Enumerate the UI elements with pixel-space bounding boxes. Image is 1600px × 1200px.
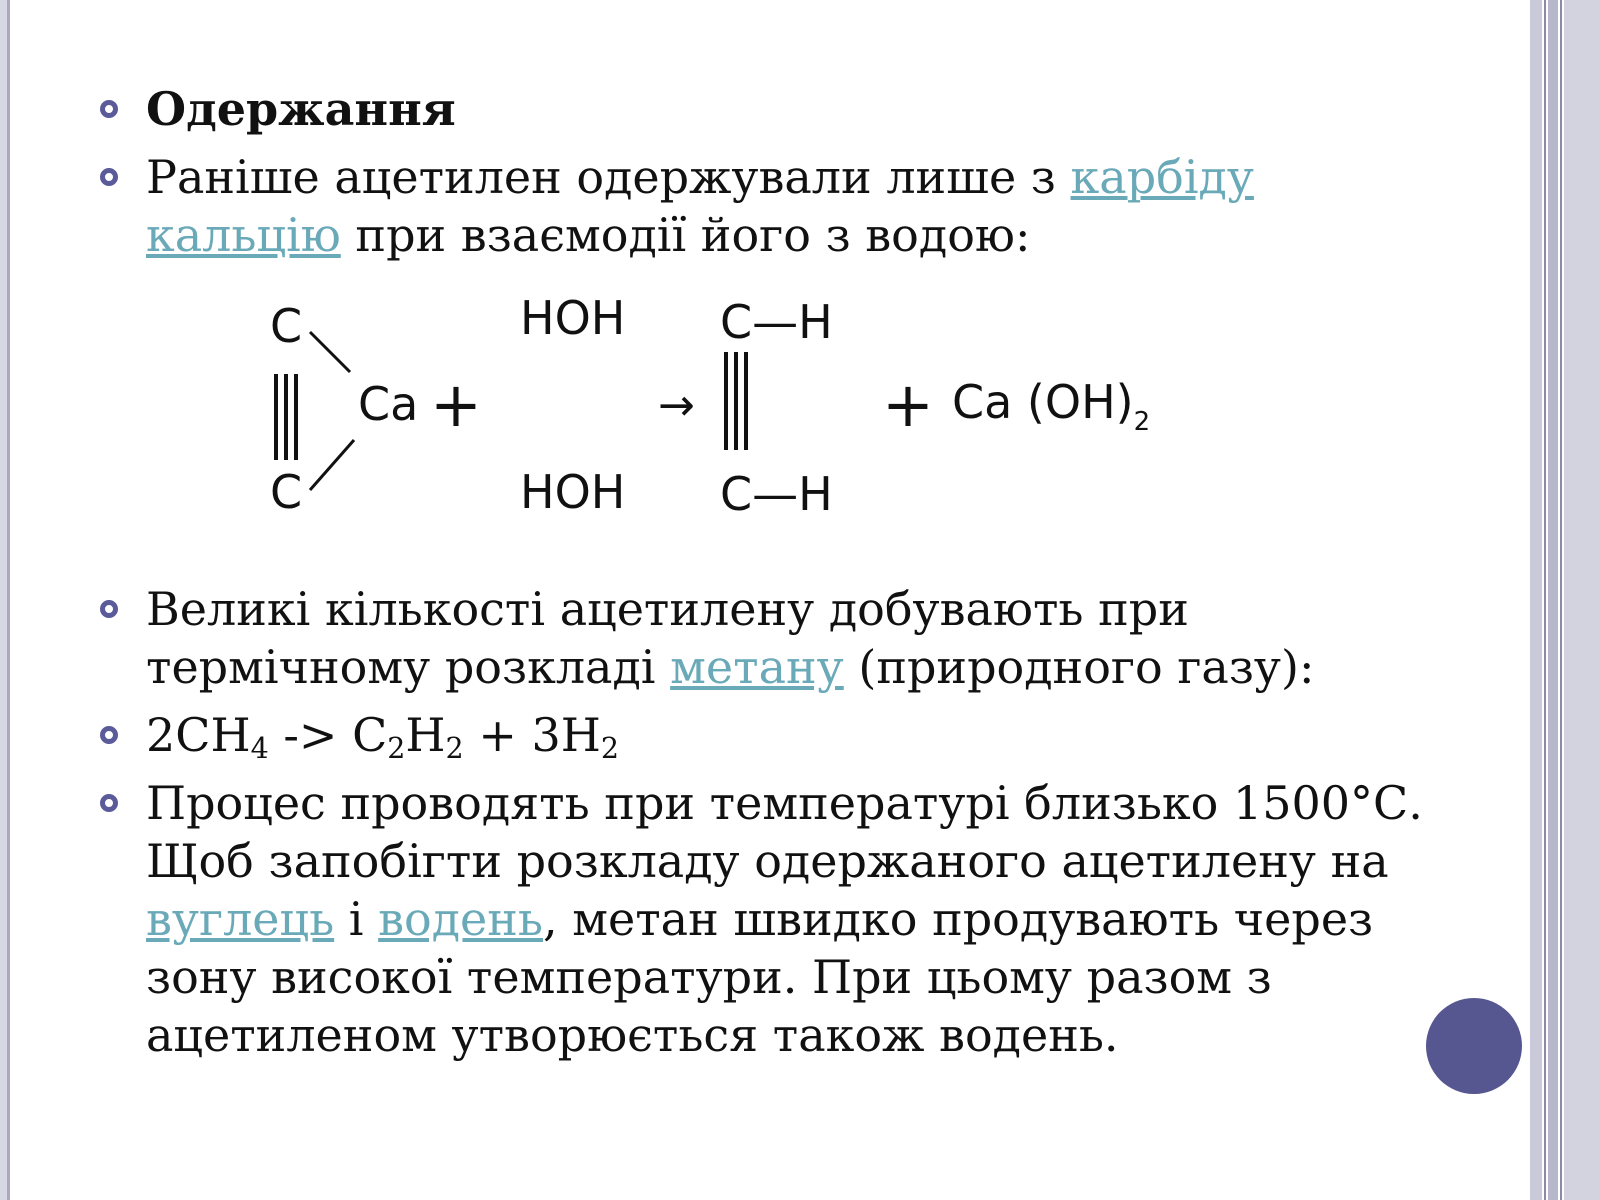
bond-line xyxy=(310,440,354,490)
carbon-bottom-label: C xyxy=(270,465,303,519)
bullet-calcium-carbide xyxy=(100,148,1520,264)
bullet-heading xyxy=(100,80,1520,138)
calcium-hydroxide-label: Ca $(OH)_2$ xyxy=(952,375,1151,437)
heading-text: Одержання xyxy=(146,82,456,136)
bullet-icon xyxy=(100,168,118,186)
water-bottom-label: HOH xyxy=(520,465,626,519)
carbon-top-label: C xyxy=(270,299,303,353)
bullet-text: Процес проводять при температурі близько 1500°С. Щоб запобігти розкладу одержаного ацетилену на вуглець і водень, метан швидко продувають через зону високої температури. При цьому разом з ацетиленом утворюється також водень. xyxy=(146,776,1423,1062)
slide-left-border xyxy=(0,0,10,1200)
bond-line xyxy=(310,332,350,372)
link-methane[interactable]: метану xyxy=(670,640,844,694)
plus-sign: + xyxy=(882,368,934,441)
methane-equation: $2CH_4 -> C_2H_2 + 3H_2$ xyxy=(146,708,620,766)
water-top-label: HOH xyxy=(520,291,626,345)
link-calcium-carbide[interactable]: карбіду кальцію xyxy=(146,150,1254,262)
slide-right-border xyxy=(1530,0,1600,1200)
bullet-text: Раніше ацетилен одержували лише з карбіду кальцію при взаємодії його з водою: xyxy=(146,150,1254,262)
carbide-reaction-equation xyxy=(230,290,1230,550)
plus-sign: + xyxy=(430,368,482,441)
bullet-icon xyxy=(100,726,118,744)
link-carbon[interactable]: вуглець xyxy=(146,892,335,946)
bullet-text: Великі кількості ацетилену добувають при термічному розкладі метану (природного газу): xyxy=(146,582,1315,694)
calcium-label: Ca xyxy=(358,377,419,431)
link-hydrogen[interactable]: водень xyxy=(378,892,543,946)
bullet-icon xyxy=(100,600,118,618)
bullet-process xyxy=(100,774,1520,1064)
ch-bottom-label: C—H xyxy=(720,467,833,521)
bullet-icon xyxy=(100,794,118,812)
bullet-icon xyxy=(100,100,118,118)
bullet-methane xyxy=(100,580,1520,696)
reaction-arrow: → xyxy=(658,380,695,431)
bullet-methane-equation xyxy=(100,706,1520,764)
ch-top-label: C—H xyxy=(720,295,833,349)
